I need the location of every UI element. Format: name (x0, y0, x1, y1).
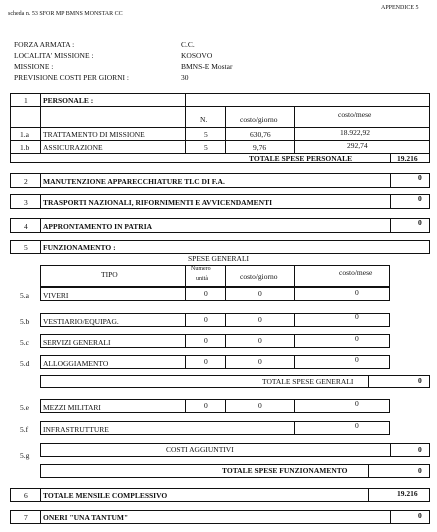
funzionamento-total-value: 0 (418, 466, 422, 475)
row-label: ALLOGGIAMENTO (43, 359, 109, 368)
row-n: 0 (204, 336, 208, 345)
row-label: VIVERI (43, 291, 69, 300)
personale-row-n: 5 (204, 143, 208, 152)
infra-month: 0 (355, 421, 359, 430)
info-label-giorni: PREVISIONE COSTI PER GIORNI : (14, 73, 130, 82)
mezzi-day: 0 (258, 401, 262, 410)
personale-row-day: 9,76 (253, 143, 267, 152)
col-day: costo/giorno (240, 272, 278, 281)
info-value-localita: KOSOVO (181, 51, 213, 60)
funzionamento-title: FUNZIONAMENTO : (43, 243, 116, 252)
mezzi-label: MEZZI MILITARI (43, 403, 101, 412)
row-month: 0 (355, 312, 359, 321)
info-value-missione: BMNS-E Mostar (181, 62, 233, 71)
col-unita: unità (196, 276, 208, 282)
personale-col-month: costo/mese (338, 110, 372, 119)
funzionamento-num: 5 (24, 243, 28, 252)
personale-col-n: N. (200, 115, 208, 124)
col-month: costo/mese (339, 268, 373, 277)
appendix-label: APPENDICE 5 (381, 5, 419, 11)
costi-agg-label: COSTI AGGIUNTIVI (166, 445, 234, 454)
costi-agg-code: 5.g (20, 451, 30, 460)
personale-row-code: 1.b (20, 143, 30, 152)
oneri-label: ONERI "UNA TANTUM" (43, 513, 129, 522)
section-label: APPRONTAMENTO IN PATRIA (43, 222, 153, 231)
row-n: 0 (204, 357, 208, 366)
oneri-num: 7 (24, 513, 28, 522)
infra-code: 5.f (20, 425, 29, 434)
tot-generali-label: TOTALE SPESE GENERALI (262, 377, 354, 386)
mezzi-n: 0 (204, 401, 208, 410)
funzionamento-total-label: TOTALE SPESE FUNZIONAMENTO (222, 466, 348, 475)
col-numero: Numero (191, 266, 211, 272)
personale-total-label: TOTALE SPESE PERSONALE (249, 154, 353, 163)
personale-col-day: costo/giorno (240, 115, 278, 124)
row-month: 0 (355, 334, 359, 343)
personale-total-value: 19.216 (397, 154, 418, 163)
info-label-forza-armata: FORZA ARMATA : (14, 40, 75, 49)
personale-row-n: 5 (204, 130, 208, 139)
row-label: VESTIARIO/EQUIPAG. (43, 317, 119, 326)
info-label-localita: LOCALITA' MISSIONE : (14, 51, 94, 60)
row-code: 5.b (20, 317, 30, 326)
row-day: 0 (258, 357, 262, 366)
section-num: 3 (24, 198, 28, 207)
oneri-value: 0 (418, 511, 422, 520)
section-value: 0 (418, 173, 422, 182)
row-label: SERVIZI GENERALI (43, 338, 111, 347)
totale-value: 19.216 (397, 489, 418, 498)
personale-row-code: 1.a (20, 130, 29, 139)
row-day: 0 (258, 315, 262, 324)
infra-label: INFRASTRUTTURE (43, 425, 109, 434)
personale-row-day: 630,76 (250, 130, 271, 139)
totale-label: TOTALE MENSILE COMPLESSIVO (43, 491, 168, 500)
costi-agg-value: 0 (418, 445, 422, 454)
section-value: 0 (418, 218, 422, 227)
totale-num: 6 (24, 491, 28, 500)
personale-row-month: 292,74 (347, 141, 368, 150)
row-code: 5.a (20, 291, 29, 300)
row-day: 0 (258, 336, 262, 345)
personale-row-month: 18.922,92 (340, 128, 370, 137)
info-label-missione: MISSIONE : (14, 62, 54, 71)
tot-generali-value: 0 (418, 376, 422, 385)
section-num: 4 (24, 222, 28, 231)
mezzi-month: 0 (355, 399, 359, 408)
row-month: 0 (355, 288, 359, 297)
personale-row-label: TRATTAMENTO DI MISSIONE (43, 130, 145, 139)
sheet-id: scheda n. 53 SFOR MP BMNS MONSTAR CC (8, 11, 123, 17)
spese-generali-label: SPESE GENERALI (188, 254, 250, 263)
section-label: MANUTENZIONE APPARECCHIATURE TLC DI F.A. (43, 177, 225, 186)
info-value-forza-armata: C.C. (181, 40, 195, 49)
col-tipo: TIPO (101, 270, 118, 279)
personale-row-label: ASSICURAZIONE (43, 143, 103, 152)
info-value-giorni: 30 (181, 73, 189, 82)
row-code: 5.c (20, 338, 29, 347)
row-code: 5.d (20, 359, 30, 368)
personale-title: PERSONALE : (43, 96, 94, 105)
mezzi-code: 5.e (20, 403, 29, 412)
row-n: 0 (204, 315, 208, 324)
row-month: 0 (355, 355, 359, 364)
personale-num: 1 (24, 96, 28, 105)
section-num: 2 (24, 177, 28, 186)
section-label: TRASPORTI NAZIONALI, RIFORNIMENTI E AVVICENDAMENTI (43, 198, 273, 207)
row-n: 0 (204, 289, 208, 298)
row-day: 0 (258, 289, 262, 298)
section-value: 0 (418, 194, 422, 203)
